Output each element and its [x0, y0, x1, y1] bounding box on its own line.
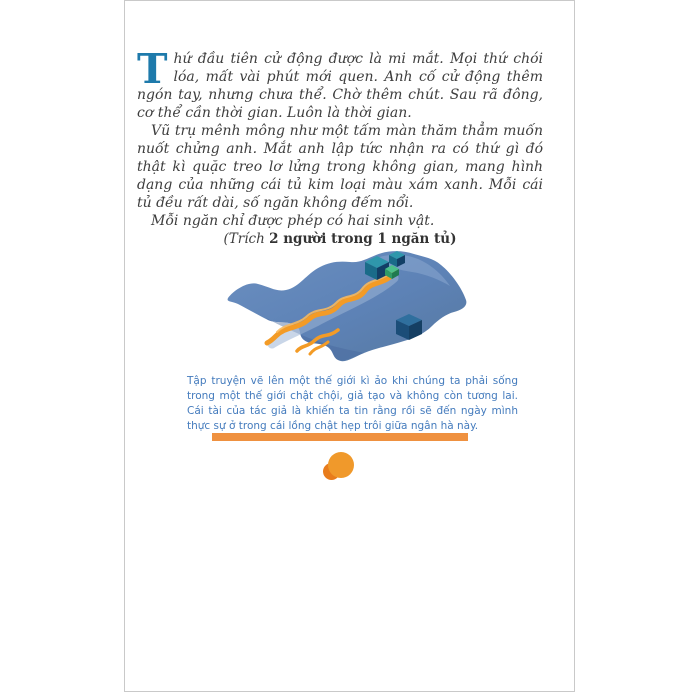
excerpt-paragraph-1-text: hứ đầu tiên cử động được là mi mắt. Mọi thứ chói lóa, mất vài phút mới quen. Anh cố cử động thêm ngón tay, nhưng chưa thể. Chờ thêm chút. Sau rã đông, cơ thể cần thời gian. Luôn là thời gian. — [137, 51, 543, 121]
orange-divider-bar — [212, 433, 468, 441]
excerpt-paragraph-1 — [137, 45, 543, 122]
nebula-illustration — [226, 246, 478, 374]
excerpt-paragraph-3: Mỗi ngăn chỉ được phép có hai sinh vật. — [151, 213, 435, 229]
attribution-book-title: 2 người trong 1 ngăn tủ) — [269, 231, 457, 247]
drop-cap-letter: T — [137, 45, 168, 93]
excerpt-text-block — [137, 45, 543, 248]
excerpt-paragraph-2: Vũ trụ mênh mông như một tấm màn thăm thẳm muốn nuốt chửng anh. Mắt anh lập tức nhận ra có thứ gì đó thật kì quặc treo lơ lửng trong không gian, mang hình dạng của những cái tủ kim loại màu xám xanh. Mỗi cái tủ đều rất dài, số ngăn không đếm nổi. — [137, 123, 543, 211]
attribution-prefix: (Trích — [223, 231, 270, 247]
review-paragraph: Tập truyện vẽ lên một thế giới kì ảo khi chúng ta phải sống trong một thế giới chật chội, giả tạo và không còn tương lai. Cái tài của tác giả là khiến ta tin rằng rồi sẽ đến ngày mình thực sự ở trong cái lồng chật hẹp trôi giữa ngân hà này. — [187, 375, 518, 432]
orange-dot-large — [328, 452, 354, 478]
